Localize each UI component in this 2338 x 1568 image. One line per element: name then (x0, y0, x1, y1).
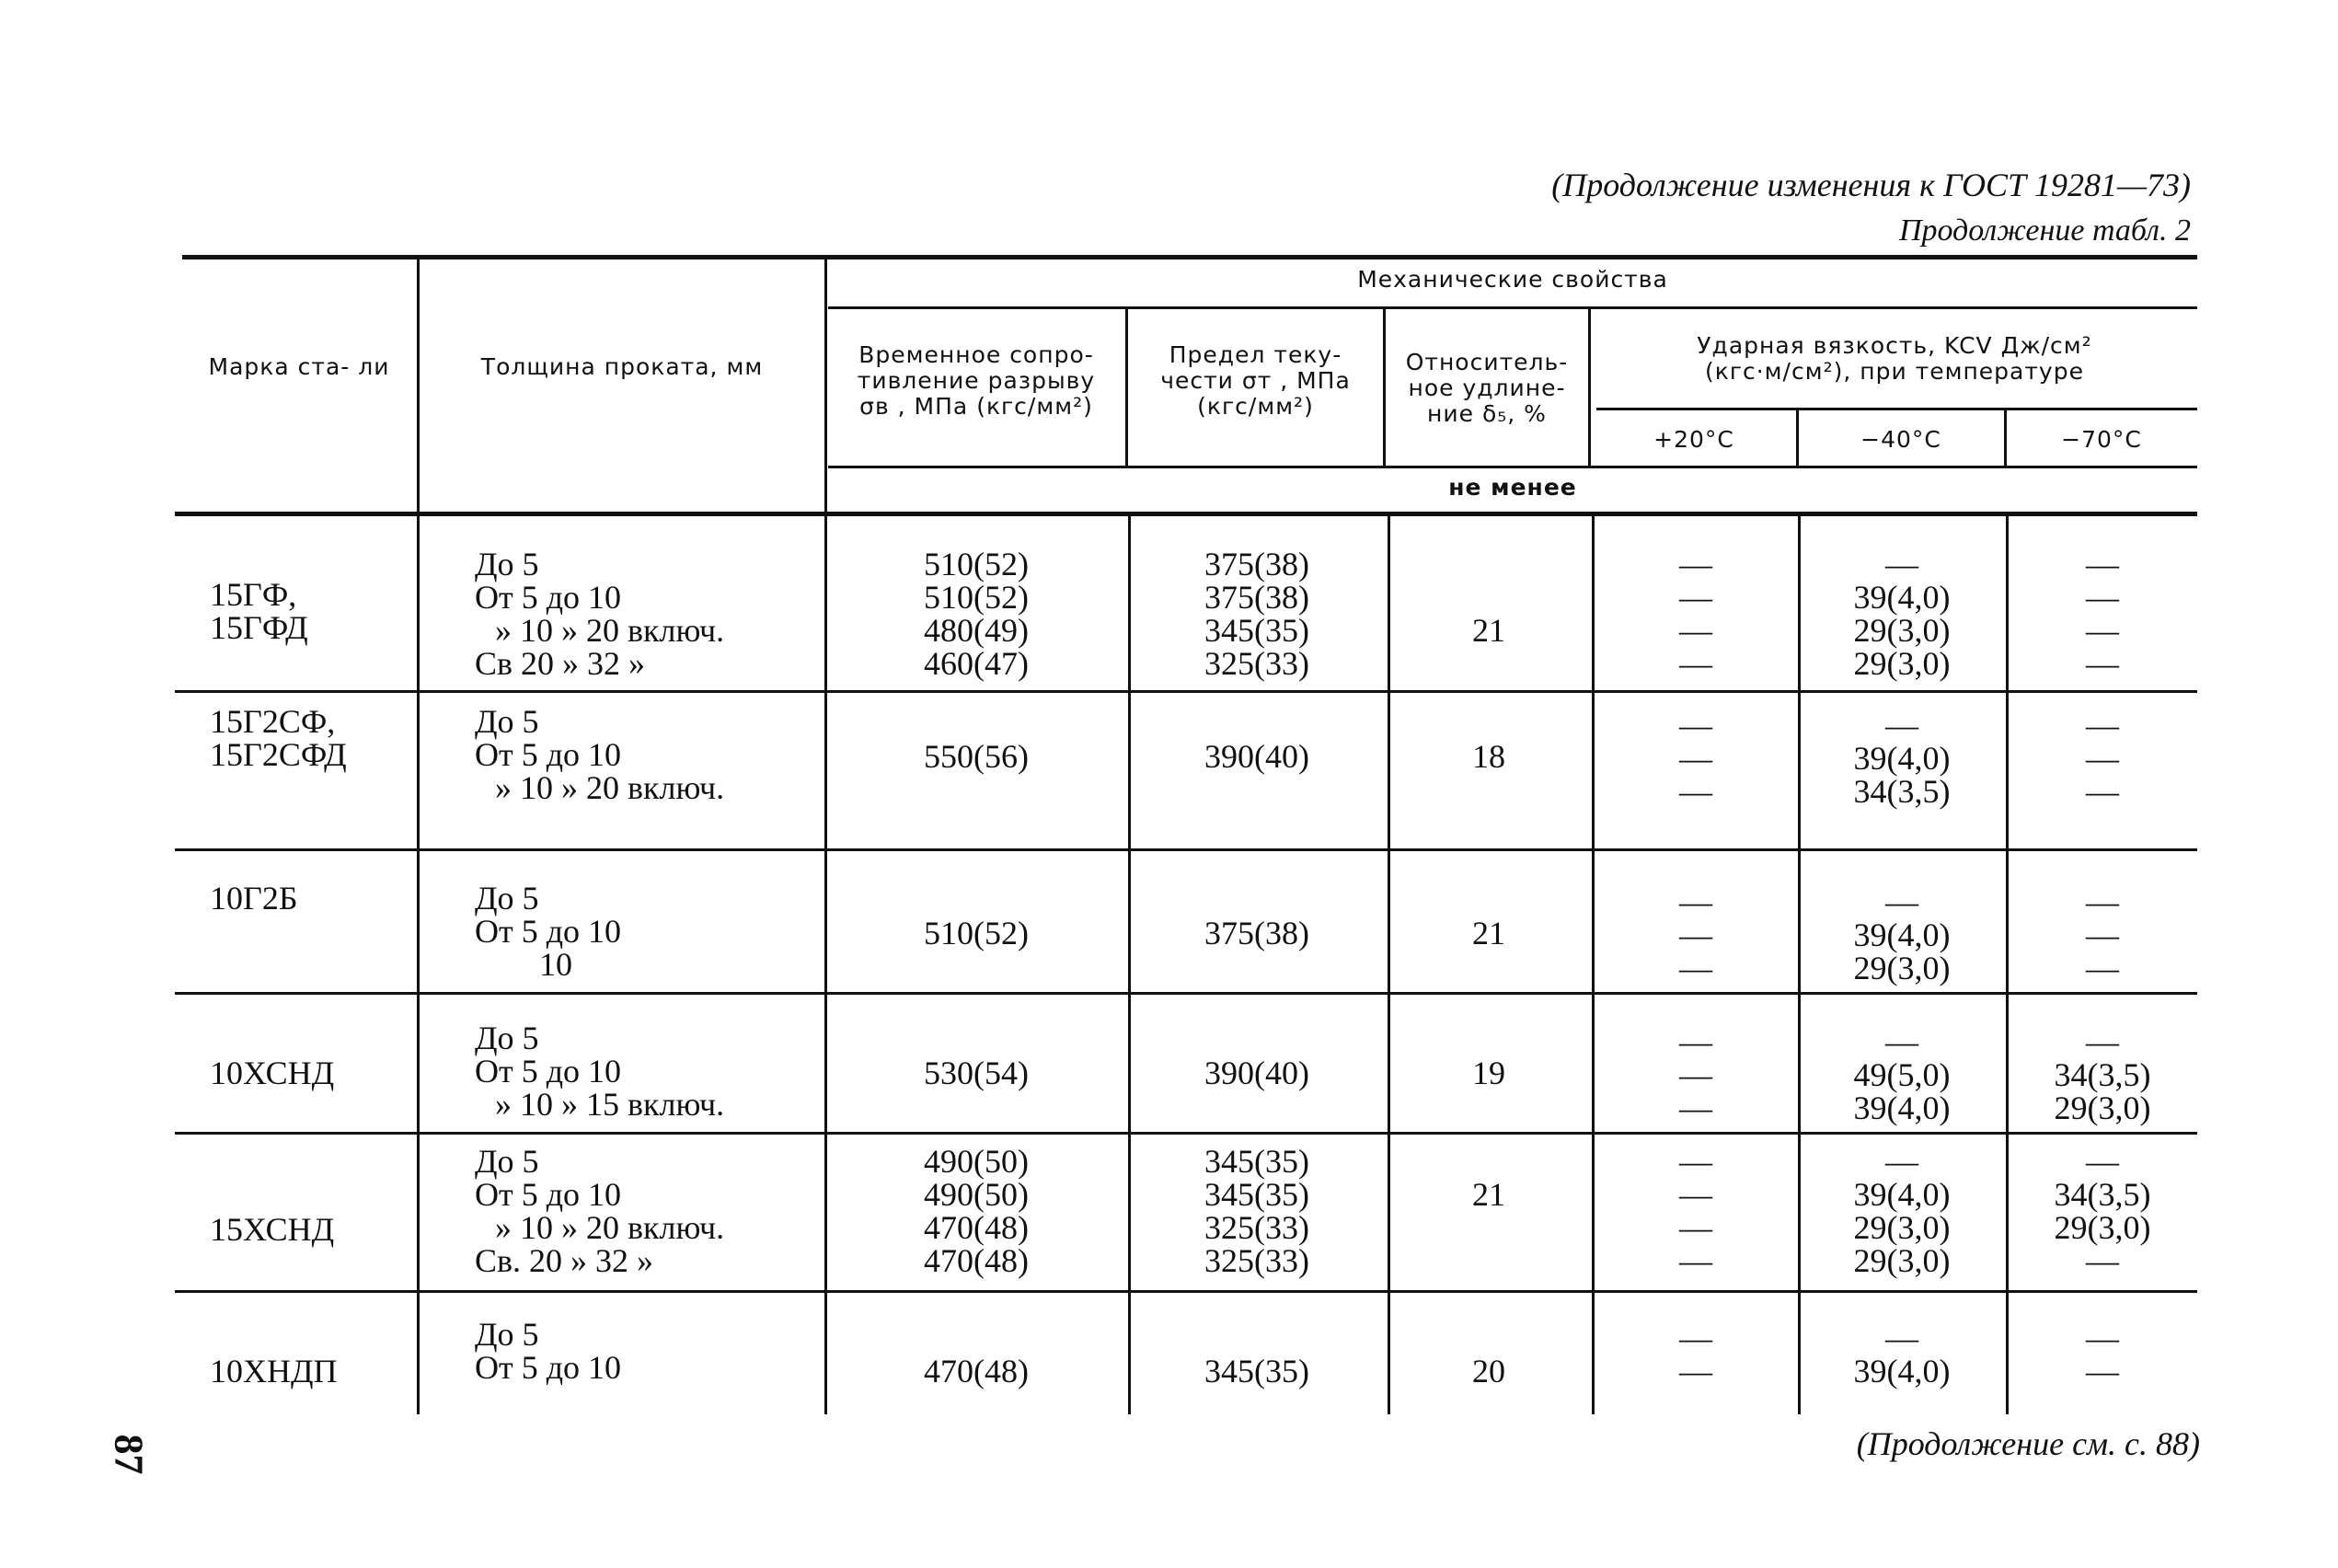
mechanical-rule (828, 306, 2197, 309)
cell-t70: — 34(3,5) 29(3,0) — (2054, 1143, 2151, 1279)
row-separator (175, 992, 2197, 995)
cell-t70: — — — (2086, 707, 2119, 810)
cell-thickness: До 5 От 5 до 10 10 (475, 880, 622, 983)
cell-t70: — 34(3,5) 29(3,0) (2054, 1023, 2151, 1126)
col-header-impact: Ударная вязкость, KCV Дж/см² (кгс·м/см²), при температуре (1697, 332, 2092, 385)
row-separator (175, 1290, 2197, 1293)
header-values-rule (828, 466, 2197, 468)
cell-tensile: 510(52) 510(52) 480(49) 460(47) (924, 546, 1029, 682)
cell-t70: — — (2086, 1320, 2119, 1389)
impact-rule (1596, 408, 2197, 410)
cell-elongation: 21 (1472, 1176, 1505, 1213)
cell-yield: 375(38) (1204, 915, 1309, 951)
cell-elongation: 18 (1472, 738, 1505, 775)
row-separator (175, 848, 2197, 851)
cell-t40: — 39(4,0) (1853, 1320, 1951, 1389)
cell-t40: — 39(4,0) 29(3,0) 29(3,0) (1853, 546, 1951, 682)
cell-elongation: 21 (1472, 612, 1505, 649)
cell-tensile: 550(56) (924, 738, 1029, 775)
cell-thickness: До 5 От 5 до 10 » 10 » 20 включ. Св. 20 » 32 » (475, 1143, 725, 1279)
header-bottom-rule (175, 512, 2197, 516)
page-number: 87 (106, 1434, 152, 1475)
cell-t20: — — — — (1679, 1143, 1712, 1279)
cell-tensile: 470(48) (924, 1353, 1029, 1389)
col-divider (824, 259, 827, 1414)
col-divider (417, 259, 420, 1414)
cell-grade: 15ХСНД (210, 1211, 335, 1248)
cell-t20: — — — (1679, 707, 1712, 810)
col-header-tensile: Временное сопро- тивление разрыву σв , МПа (кгс/мм²) (857, 341, 1096, 420)
cell-t20: — — — (1679, 1023, 1712, 1126)
cell-tensile: 530(54) (924, 1055, 1029, 1091)
col-divider (1588, 309, 1591, 466)
cell-tensile: 510(52) (924, 915, 1029, 951)
cell-thickness: До 5 От 5 до 10 (475, 1316, 622, 1386)
col-divider (1388, 516, 1390, 1414)
cell-t40: — 39(4,0) 29(3,0) (1853, 883, 1951, 986)
cell-t40: — 39(4,0) 34(3,5) (1853, 707, 1951, 810)
table-continuation-label: Продолжение табл. 2 (1898, 213, 2191, 248)
col-header-t70: −70°С (2061, 426, 2142, 453)
cell-yield: 345(35) (1204, 1353, 1309, 1389)
cell-yield: 390(40) (1204, 1055, 1309, 1091)
cell-t20: — — (1679, 1320, 1712, 1389)
cell-elongation: 20 (1472, 1353, 1505, 1389)
cell-yield: 375(38) 375(38) 345(35) 325(33) (1204, 546, 1309, 682)
col-header-t40: −40°С (1860, 426, 1941, 453)
col-divider (1383, 309, 1386, 466)
table-top-rule (182, 255, 2197, 259)
col-header-grade: Марка ста- ли (208, 353, 390, 380)
col-header-thickness: Толщина проката, мм (480, 353, 764, 380)
cell-elongation: 19 (1472, 1055, 1505, 1091)
cell-t70: — — — — (2086, 546, 2119, 682)
cell-t20: — — — — (1679, 546, 1712, 682)
cell-yield: 345(35) 345(35) 325(33) 325(33) (1204, 1143, 1309, 1279)
cell-thickness: До 5 От 5 до 10 » 10 » 15 включ. (475, 1020, 725, 1123)
cell-tensile: 490(50) 490(50) 470(48) 470(48) (924, 1143, 1029, 1279)
row-separator (175, 1132, 2197, 1135)
col-divider (1125, 309, 1128, 466)
cell-grade: 15ГФ, 15ГФД (210, 576, 308, 646)
col-header-mechanical: Механические свойства (1357, 266, 1668, 293)
col-header-min-note: не менее (1448, 474, 1577, 501)
col-header-t20: +20°С (1653, 426, 1734, 453)
cell-thickness: До 5 От 5 до 10 » 10 » 20 включ. Св 20 » 32 » (475, 546, 725, 682)
cell-grade: 10Г2Б (210, 880, 298, 917)
col-header-elongation: Относитель- ное удлине- ние δ₅, % (1405, 349, 1569, 427)
footer-continuation: (Продолжение см. с. 88) (1856, 1425, 2200, 1462)
cell-grade: 15Г2СФ, 15Г2СФД (210, 703, 347, 773)
cell-elongation: 21 (1472, 915, 1505, 951)
cell-t70: — — — (2086, 883, 2119, 986)
cell-t40: — 49(5,0) 39(4,0) (1853, 1023, 1951, 1126)
cell-thickness: До 5 От 5 до 10 » 10 » 20 включ. (475, 703, 725, 806)
cell-grade: 10ХСНД (210, 1055, 335, 1091)
cell-grade: 10ХНДП (210, 1353, 338, 1389)
cell-yield: 390(40) (1204, 738, 1309, 775)
document-continuation-header: (Продолжение изменения к ГОСТ 19281—73) (1551, 167, 2191, 203)
col-header-yield: Предел теку- чести σт , МПа (кгс/мм²) (1160, 341, 1351, 420)
row-separator (175, 690, 2197, 693)
cell-t40: — 39(4,0) 29(3,0) 29(3,0) (1853, 1143, 1951, 1279)
cell-t20: — — — (1679, 883, 1712, 986)
